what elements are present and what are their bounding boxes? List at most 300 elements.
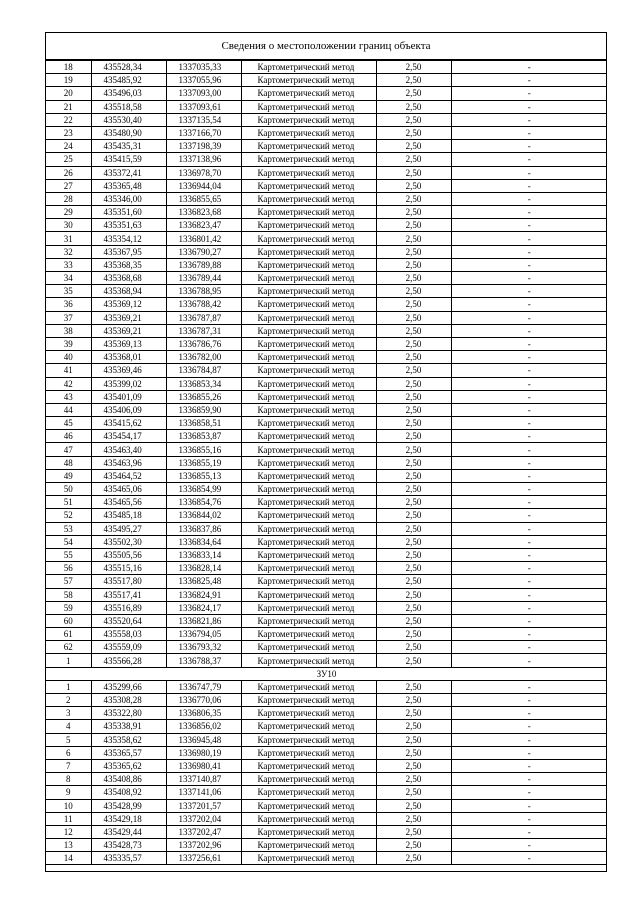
table-row <box>46 694 607 707</box>
determination-method: Картометрический метод <box>241 628 376 641</box>
accuracy-value: 2,50 <box>376 839 451 852</box>
point-number: 3 <box>46 707 91 720</box>
accuracy-value: 2,50 <box>376 153 451 166</box>
accuracy-value: 2,50 <box>376 812 451 825</box>
description-cell: - <box>451 140 607 153</box>
description-cell: - <box>451 390 607 403</box>
description-cell: - <box>451 825 607 838</box>
determination-method: Картометрический метод <box>241 272 376 285</box>
y-coordinate: 1336844,02 <box>166 509 241 522</box>
accuracy-value: 2,50 <box>376 733 451 746</box>
x-coordinate: 435354,12 <box>91 232 166 245</box>
description-cell: - <box>451 614 607 627</box>
point-number: 50 <box>46 483 91 496</box>
determination-method: Картометрический метод <box>241 483 376 496</box>
point-number: 28 <box>46 192 91 205</box>
accuracy-value: 2,50 <box>376 74 451 87</box>
accuracy-value: 2,50 <box>376 641 451 654</box>
description-cell: - <box>451 311 607 324</box>
y-coordinate: 1336853,87 <box>166 430 241 443</box>
table-row <box>46 113 607 126</box>
table-row <box>46 100 607 113</box>
point-number: 6 <box>46 746 91 759</box>
y-coordinate: 1337093,61 <box>166 100 241 113</box>
accuracy-value: 2,50 <box>376 614 451 627</box>
point-number: 56 <box>46 562 91 575</box>
table-row <box>46 575 607 588</box>
accuracy-value: 2,50 <box>376 694 451 707</box>
x-coordinate: 435368,01 <box>91 351 166 364</box>
description-cell: - <box>451 166 607 179</box>
accuracy-value: 2,50 <box>376 430 451 443</box>
description-cell: - <box>451 113 607 126</box>
page-title: Сведения о местоположении границ объекта <box>46 33 606 60</box>
y-coordinate: 1336789,88 <box>166 258 241 271</box>
point-number: 39 <box>46 337 91 350</box>
determination-method: Картометрический метод <box>241 126 376 139</box>
x-coordinate: 435369,46 <box>91 364 166 377</box>
table-row <box>46 232 607 245</box>
accuracy-value: 2,50 <box>376 773 451 786</box>
y-coordinate: 1337256,61 <box>166 852 241 865</box>
x-coordinate: 435365,62 <box>91 759 166 772</box>
table-row <box>46 852 607 865</box>
x-coordinate: 435496,03 <box>91 87 166 100</box>
accuracy-value: 2,50 <box>376 852 451 865</box>
determination-method: Картометрический метод <box>241 588 376 601</box>
description-cell: - <box>451 153 607 166</box>
description-cell: - <box>451 496 607 509</box>
point-number: 23 <box>46 126 91 139</box>
x-coordinate: 435566,28 <box>91 654 166 667</box>
table-row <box>46 258 607 271</box>
coordinates-table <box>46 60 607 865</box>
accuracy-value: 2,50 <box>376 351 451 364</box>
y-coordinate: 1336789,44 <box>166 272 241 285</box>
y-coordinate: 1336823,68 <box>166 206 241 219</box>
accuracy-value: 2,50 <box>376 377 451 390</box>
y-coordinate: 1336770,06 <box>166 694 241 707</box>
description-cell: - <box>451 219 607 232</box>
description-cell: - <box>451 522 607 535</box>
y-coordinate: 1336786,76 <box>166 337 241 350</box>
point-number: 1 <box>46 654 91 667</box>
accuracy-value: 2,50 <box>376 535 451 548</box>
description-cell: - <box>451 720 607 733</box>
description-cell: - <box>451 707 607 720</box>
x-coordinate: 435454,17 <box>91 430 166 443</box>
y-coordinate: 1336788,42 <box>166 298 241 311</box>
determination-method: Картометрический метод <box>241 562 376 575</box>
point-number: 19 <box>46 74 91 87</box>
x-coordinate: 435415,62 <box>91 417 166 430</box>
point-number: 37 <box>46 311 91 324</box>
accuracy-value: 2,50 <box>376 509 451 522</box>
point-number: 30 <box>46 219 91 232</box>
description-cell: - <box>451 430 607 443</box>
table-row <box>46 153 607 166</box>
table-row <box>46 219 607 232</box>
table-row <box>46 720 607 733</box>
accuracy-value: 2,50 <box>376 298 451 311</box>
determination-method: Картометрический метод <box>241 417 376 430</box>
point-number: 42 <box>46 377 91 390</box>
description-cell: - <box>451 232 607 245</box>
determination-method: Картометрический метод <box>241 140 376 153</box>
description-cell: - <box>451 812 607 825</box>
point-number: 34 <box>46 272 91 285</box>
x-coordinate: 435299,66 <box>91 680 166 693</box>
description-cell: - <box>451 641 607 654</box>
x-coordinate: 435322,80 <box>91 707 166 720</box>
table-row <box>46 812 607 825</box>
y-coordinate: 1337093,00 <box>166 87 241 100</box>
description-cell: - <box>451 377 607 390</box>
determination-method: Картометрический метод <box>241 351 376 364</box>
x-coordinate: 435517,80 <box>91 575 166 588</box>
table-row <box>46 799 607 812</box>
point-number: 52 <box>46 509 91 522</box>
determination-method: Картометрический метод <box>241 403 376 416</box>
determination-method: Картометрический метод <box>241 522 376 535</box>
accuracy-value: 2,50 <box>376 575 451 588</box>
point-number: 12 <box>46 825 91 838</box>
determination-method: Картометрический метод <box>241 786 376 799</box>
accuracy-value: 2,50 <box>376 588 451 601</box>
x-coordinate: 435518,58 <box>91 100 166 113</box>
determination-method: Картометрический метод <box>241 219 376 232</box>
y-coordinate: 1336788,37 <box>166 654 241 667</box>
accuracy-value: 2,50 <box>376 179 451 192</box>
point-number: 27 <box>46 179 91 192</box>
table-row <box>46 707 607 720</box>
x-coordinate: 435463,40 <box>91 443 166 456</box>
determination-method: Картометрический метод <box>241 179 376 192</box>
accuracy-value: 2,50 <box>376 206 451 219</box>
accuracy-value: 2,50 <box>376 654 451 667</box>
determination-method: Картометрический метод <box>241 166 376 179</box>
table-row <box>46 443 607 456</box>
determination-method: Картометрический метод <box>241 430 376 443</box>
accuracy-value: 2,50 <box>376 562 451 575</box>
table-row <box>46 614 607 627</box>
y-coordinate: 1337202,96 <box>166 839 241 852</box>
description-cell: - <box>451 509 607 522</box>
description-cell: - <box>451 100 607 113</box>
x-coordinate: 435435,31 <box>91 140 166 153</box>
table-row <box>46 87 607 100</box>
y-coordinate: 1337035,33 <box>166 61 241 74</box>
determination-method: Картометрический метод <box>241 825 376 838</box>
description-cell: - <box>451 456 607 469</box>
determination-method: Картометрический метод <box>241 390 376 403</box>
determination-method: Картометрический метод <box>241 245 376 258</box>
description-cell: - <box>451 628 607 641</box>
table-row <box>46 166 607 179</box>
y-coordinate: 1336855,26 <box>166 390 241 403</box>
point-number: 40 <box>46 351 91 364</box>
section-row <box>46 667 607 680</box>
point-number: 4 <box>46 720 91 733</box>
description-cell: - <box>451 852 607 865</box>
determination-method: Картометрический метод <box>241 654 376 667</box>
accuracy-value: 2,50 <box>376 61 451 74</box>
determination-method: Картометрический метод <box>241 799 376 812</box>
x-coordinate: 435530,40 <box>91 113 166 126</box>
description-cell: - <box>451 417 607 430</box>
y-coordinate: 1336793,32 <box>166 641 241 654</box>
accuracy-value: 2,50 <box>376 469 451 482</box>
x-coordinate: 435368,35 <box>91 258 166 271</box>
point-number: 55 <box>46 548 91 561</box>
y-coordinate: 1337202,04 <box>166 812 241 825</box>
description-cell: - <box>451 206 607 219</box>
description-cell: - <box>451 654 607 667</box>
table-row <box>46 403 607 416</box>
accuracy-value: 2,50 <box>376 601 451 614</box>
x-coordinate: 435463,96 <box>91 456 166 469</box>
x-coordinate: 435365,48 <box>91 179 166 192</box>
description-cell: - <box>451 285 607 298</box>
point-number: 21 <box>46 100 91 113</box>
description-cell: - <box>451 839 607 852</box>
table-row <box>46 351 607 364</box>
table-row <box>46 324 607 337</box>
determination-method: Картометрический метод <box>241 113 376 126</box>
table-row <box>46 601 607 614</box>
point-number: 22 <box>46 113 91 126</box>
accuracy-value: 2,50 <box>376 786 451 799</box>
accuracy-value: 2,50 <box>376 759 451 772</box>
y-coordinate: 1336788,95 <box>166 285 241 298</box>
y-coordinate: 1336784,87 <box>166 364 241 377</box>
determination-method: Картометрический метод <box>241 694 376 707</box>
determination-method: Картометрический метод <box>241 839 376 852</box>
x-coordinate: 435335,57 <box>91 852 166 865</box>
description-cell: - <box>451 548 607 561</box>
x-coordinate: 435367,95 <box>91 245 166 258</box>
description-cell: - <box>451 245 607 258</box>
y-coordinate: 1337138,96 <box>166 153 241 166</box>
x-coordinate: 435369,21 <box>91 311 166 324</box>
accuracy-value: 2,50 <box>376 456 451 469</box>
accuracy-value: 2,50 <box>376 680 451 693</box>
accuracy-value: 2,50 <box>376 219 451 232</box>
x-coordinate: 435346,00 <box>91 192 166 205</box>
x-coordinate: 435351,63 <box>91 219 166 232</box>
point-number: 2 <box>46 694 91 707</box>
x-coordinate: 435558,03 <box>91 628 166 641</box>
x-coordinate: 435365,57 <box>91 746 166 759</box>
table-row <box>46 74 607 87</box>
description-cell: - <box>451 680 607 693</box>
table-row <box>46 641 607 654</box>
description-cell: - <box>451 759 607 772</box>
point-number: 46 <box>46 430 91 443</box>
description-cell: - <box>451 535 607 548</box>
point-number: 9 <box>46 786 91 799</box>
x-coordinate: 435415,59 <box>91 153 166 166</box>
point-number: 29 <box>46 206 91 219</box>
point-number: 45 <box>46 417 91 430</box>
table-row <box>46 272 607 285</box>
determination-method: Картометрический метод <box>241 311 376 324</box>
accuracy-value: 2,50 <box>376 100 451 113</box>
point-number: 38 <box>46 324 91 337</box>
y-coordinate: 1336794,05 <box>166 628 241 641</box>
point-number: 32 <box>46 245 91 258</box>
point-number: 7 <box>46 759 91 772</box>
table-row <box>46 773 607 786</box>
determination-method: Картометрический метод <box>241 469 376 482</box>
x-coordinate: 435505,56 <box>91 548 166 561</box>
table-row <box>46 61 607 74</box>
accuracy-value: 2,50 <box>376 390 451 403</box>
description-cell: - <box>451 272 607 285</box>
accuracy-value: 2,50 <box>376 337 451 350</box>
y-coordinate: 1337198,39 <box>166 140 241 153</box>
determination-method: Картометрический метод <box>241 680 376 693</box>
point-number: 24 <box>46 140 91 153</box>
x-coordinate: 435351,60 <box>91 206 166 219</box>
table-row <box>46 140 607 153</box>
x-coordinate: 435429,18 <box>91 812 166 825</box>
y-coordinate: 1336806,35 <box>166 707 241 720</box>
determination-method: Картометрический метод <box>241 496 376 509</box>
determination-method: Картометрический метод <box>241 773 376 786</box>
point-number: 5 <box>46 733 91 746</box>
y-coordinate: 1336980,41 <box>166 759 241 772</box>
determination-method: Картометрический метод <box>241 87 376 100</box>
x-coordinate: 435520,64 <box>91 614 166 627</box>
y-coordinate: 1336825,48 <box>166 575 241 588</box>
point-number: 44 <box>46 403 91 416</box>
description-cell: - <box>451 733 607 746</box>
y-coordinate: 1336854,76 <box>166 496 241 509</box>
y-coordinate: 1336747,79 <box>166 680 241 693</box>
x-coordinate: 435372,41 <box>91 166 166 179</box>
description-cell: - <box>451 298 607 311</box>
y-coordinate: 1336944,04 <box>166 179 241 192</box>
x-coordinate: 435480,90 <box>91 126 166 139</box>
point-number: 48 <box>46 456 91 469</box>
y-coordinate: 1336823,47 <box>166 219 241 232</box>
determination-method: Картометрический метод <box>241 707 376 720</box>
y-coordinate: 1336854,99 <box>166 483 241 496</box>
point-number: 59 <box>46 601 91 614</box>
determination-method: Картометрический метод <box>241 192 376 205</box>
point-number: 8 <box>46 773 91 786</box>
y-coordinate: 1336790,27 <box>166 245 241 258</box>
determination-method: Картометрический метод <box>241 153 376 166</box>
table-row <box>46 825 607 838</box>
y-coordinate: 1337201,57 <box>166 799 241 812</box>
y-coordinate: 1337202,47 <box>166 825 241 838</box>
y-coordinate: 1337140,87 <box>166 773 241 786</box>
x-coordinate: 435485,92 <box>91 74 166 87</box>
x-coordinate: 435429,44 <box>91 825 166 838</box>
description-cell: - <box>451 337 607 350</box>
point-number: 14 <box>46 852 91 865</box>
determination-method: Картометрический метод <box>241 733 376 746</box>
x-coordinate: 435408,92 <box>91 786 166 799</box>
table-row <box>46 377 607 390</box>
description-cell: - <box>451 179 607 192</box>
y-coordinate: 1336856,02 <box>166 720 241 733</box>
x-coordinate: 435465,06 <box>91 483 166 496</box>
accuracy-value: 2,50 <box>376 258 451 271</box>
x-coordinate: 435465,56 <box>91 496 166 509</box>
determination-method: Картометрический метод <box>241 337 376 350</box>
accuracy-value: 2,50 <box>376 311 451 324</box>
x-coordinate: 435495,27 <box>91 522 166 535</box>
accuracy-value: 2,50 <box>376 496 451 509</box>
point-number: 58 <box>46 588 91 601</box>
y-coordinate: 1336855,65 <box>166 192 241 205</box>
x-coordinate: 435401,09 <box>91 390 166 403</box>
accuracy-value: 2,50 <box>376 483 451 496</box>
y-coordinate: 1336980,19 <box>166 746 241 759</box>
point-number: 60 <box>46 614 91 627</box>
determination-method: Картометрический метод <box>241 100 376 113</box>
x-coordinate: 435399,02 <box>91 377 166 390</box>
table-row <box>46 285 607 298</box>
x-coordinate: 435428,99 <box>91 799 166 812</box>
accuracy-value: 2,50 <box>376 707 451 720</box>
point-number: 10 <box>46 799 91 812</box>
description-cell: - <box>451 61 607 74</box>
accuracy-value: 2,50 <box>376 746 451 759</box>
table-row <box>46 522 607 535</box>
table-row <box>46 126 607 139</box>
determination-method: Картометрический метод <box>241 720 376 733</box>
point-number: 26 <box>46 166 91 179</box>
description-cell: - <box>451 575 607 588</box>
y-coordinate: 1336855,19 <box>166 456 241 469</box>
description-cell: - <box>451 746 607 759</box>
description-cell: - <box>451 443 607 456</box>
x-coordinate: 435358,62 <box>91 733 166 746</box>
table-row <box>46 839 607 852</box>
table-row <box>46 390 607 403</box>
description-cell: - <box>451 469 607 482</box>
table-row <box>46 628 607 641</box>
table-row <box>46 786 607 799</box>
table-row <box>46 364 607 377</box>
point-number: 41 <box>46 364 91 377</box>
determination-method: Картометрический метод <box>241 74 376 87</box>
accuracy-value: 2,50 <box>376 825 451 838</box>
point-number: 35 <box>46 285 91 298</box>
x-coordinate: 435516,89 <box>91 601 166 614</box>
determination-method: Картометрический метод <box>241 759 376 772</box>
determination-method: Картометрический метод <box>241 614 376 627</box>
table-row <box>46 192 607 205</box>
table-row <box>46 654 607 667</box>
y-coordinate: 1336834,64 <box>166 535 241 548</box>
determination-method: Картометрический метод <box>241 575 376 588</box>
table-row <box>46 680 607 693</box>
description-cell: - <box>451 601 607 614</box>
y-coordinate: 1336945,48 <box>166 733 241 746</box>
point-number: 11 <box>46 812 91 825</box>
table-row <box>46 562 607 575</box>
point-number: 20 <box>46 87 91 100</box>
table-row <box>46 456 607 469</box>
table-row <box>46 483 607 496</box>
table-row <box>46 733 607 746</box>
table-row <box>46 469 607 482</box>
